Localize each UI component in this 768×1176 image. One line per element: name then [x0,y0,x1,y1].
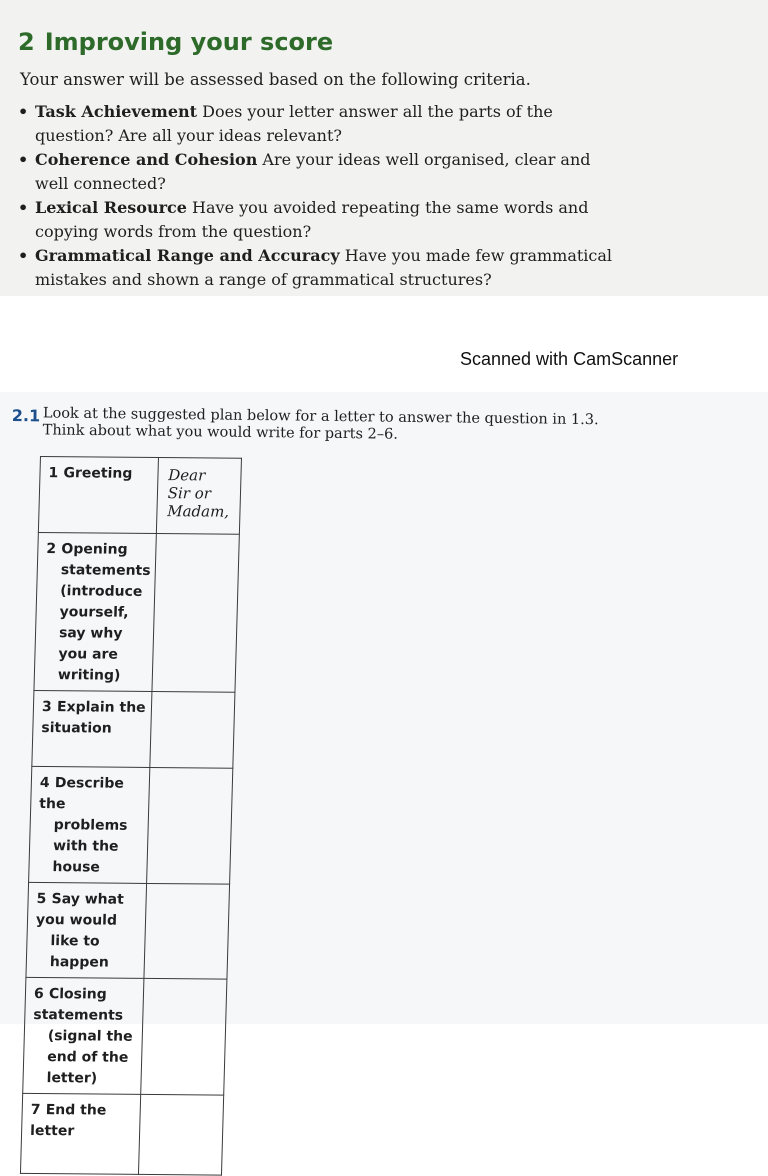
table-row [38,457,241,535]
plan-step-label: 6 Closing statements (signal the end of the letter) [23,977,144,1094]
criteria-term: Grammatical Range and Accuracy [35,246,340,265]
bullet-icon: • [18,102,29,121]
plan-step-label: 3 Explain the situation [32,690,152,767]
criteria-question: Have you avoided repeating the same words and copying words from the question? [35,198,589,241]
section-title: Improving your score [44,28,334,56]
bullet-icon: • [18,198,29,217]
plan-answer-cell[interactable] [152,534,239,693]
plan-step-label: 1 Greeting [38,457,158,534]
table-row [20,1093,223,1175]
plan-step-label: 2 Opening statements (introduce yourself, say why you are writing) [34,532,156,691]
plan-answer-cell[interactable] [140,978,226,1095]
criteria-item [18,100,628,148]
criteria-term: Lexical Resource [35,198,187,217]
table-row [29,766,233,884]
table-row [32,690,235,768]
bullet-icon: • [18,246,29,265]
plan-step-label: 4 Describe the problems with the house [29,766,150,883]
criteria-list [18,100,628,292]
criteria-item [18,196,628,244]
intro-text: Your answer will be assessed based on the following criteria. [20,70,531,89]
letter-plan-table [20,456,242,1176]
plan-step-label: 7 End the letter [20,1093,140,1174]
table-row [34,532,239,692]
bullet-icon: • [18,150,29,169]
plan-answer-cell[interactable] [138,1094,223,1175]
table-row [23,977,227,1095]
criteria-question: Does your letter answer all the parts of the question? Are all your ideas relevant? [35,102,553,145]
section-number: 2 [18,28,35,56]
criteria-question: Are your ideas well organised, clear and well connected? [35,150,591,193]
plan-answer-cell[interactable] [150,691,235,768]
plan-answer-cell[interactable]: Dear Sir or Madam, [156,458,241,535]
plan-answer-cell[interactable] [144,883,229,979]
criteria-question: Have you made few grammatical mistakes and shown a range of grammatical structures? [35,246,613,289]
plan-step-label: 5 Say what you would like to happen [26,882,146,978]
plan-answer-cell[interactable] [146,767,232,884]
table-row [26,882,229,979]
criteria-item [18,148,628,196]
scanner-watermark: Scanned with CamScanner [460,349,679,369]
criteria-term: Task Achievement [35,102,198,121]
task-number: 2.1 [11,405,41,426]
criteria-term: Coherence and Cohesion [35,150,258,169]
criteria-item [18,244,628,292]
section-heading [18,28,333,56]
task-text: Look at the suggested plan below for a letter to answer the question in 1.3. Think about what you would write for parts 2–6. [42,405,599,443]
